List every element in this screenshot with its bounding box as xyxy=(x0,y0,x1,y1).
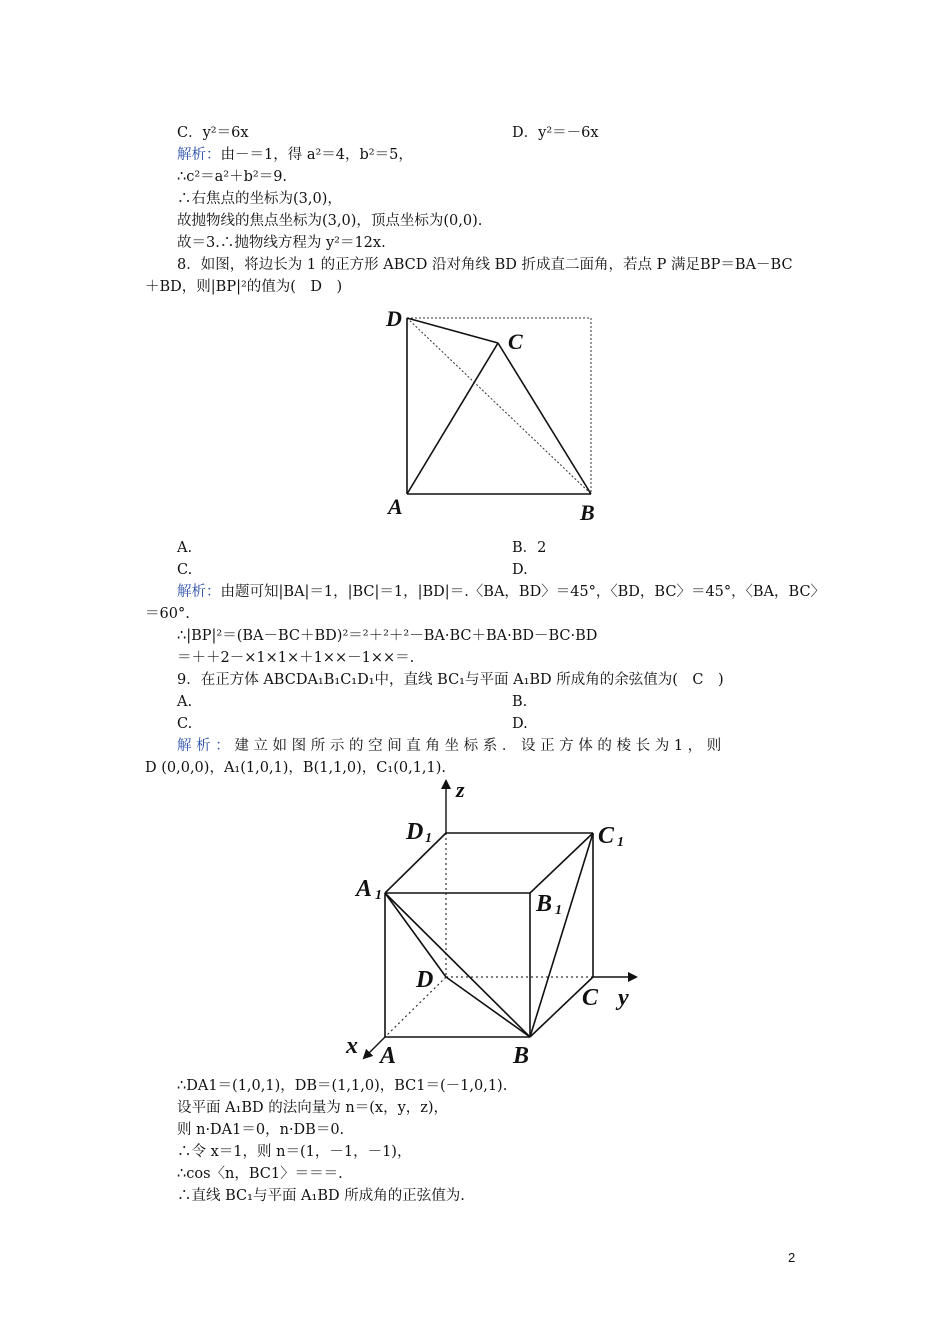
solution-9-line-5: 则 n·DA1＝0，n·DB＝0. xyxy=(177,1122,345,1138)
solution-text: 建 立 如 图 所 示 的 空 间 直 角 坐 标 系 ． 设 正 方 体 的 棱 长 为 1 ， 则 xyxy=(234,738,722,754)
label-y: y xyxy=(618,985,629,1011)
solution-text: 由题可知|BA|＝1，|BC|＝1，|BD|＝.〈BA，BD〉＝45°，〈BD，BC〉＝45°，〈BA，BC〉 xyxy=(220,584,826,600)
question-8-line-2: ＋BD，则|BP|²的值为( D ) xyxy=(145,279,343,295)
solution-8-line-1 xyxy=(177,582,825,602)
q9-option-b: B. xyxy=(512,694,528,710)
solution-text: 由－＝1，得 a²＝4，b²＝5， xyxy=(220,147,413,163)
q8-option-a: A. xyxy=(177,540,193,556)
label-a1-sub: 1 xyxy=(375,888,382,903)
option-c-q7: C．y²＝6x xyxy=(177,125,249,141)
solution-8-line-3: ∴|BP|²＝(BA－BC＋BD)²＝²＋²＋²－BA·BC＋BA·BD－BC·BD xyxy=(177,628,598,644)
solution-9-line-6: ∴令 x＝1，则 n＝(1，－1，－1)， xyxy=(177,1144,412,1160)
solution-9-line-3: ∴DA1＝(1,0,1)，DB＝(1,1,0)，BC1＝(－1,0,1). xyxy=(177,1078,508,1094)
label-x: x xyxy=(346,1033,358,1059)
solution-9-line-4: 设平面 A₁BD 的法向量为 n＝(x，y，z)， xyxy=(177,1100,449,1116)
cube-figure xyxy=(340,775,650,1075)
solution-7-line-5: 故＝3.∴抛物线方程为 y²＝12x. xyxy=(177,235,386,251)
solution-label: 解 析 ： xyxy=(177,738,230,754)
solution-9-line-8: ∴直线 BC₁与平面 A₁BD 所成角的正弦值为. xyxy=(177,1188,465,1204)
solution-label: 解析： xyxy=(177,147,221,163)
label-d1-sub: 1 xyxy=(425,831,432,846)
solution-9-line-7: ∴cos〈n，BC1〉＝＝＝. xyxy=(177,1166,343,1182)
label-a: A xyxy=(380,1043,397,1069)
page-number: 2 xyxy=(788,1250,796,1265)
label-a: A xyxy=(388,494,403,519)
folded-square-figure xyxy=(380,300,610,530)
question-8-line-1: 8．如图，将边长为 1 的正方形 ABCD 沿对角线 BD 折成直二面角，若点 P 满足BP＝BA－BC xyxy=(177,257,793,273)
label-c1-sub: 1 xyxy=(617,835,624,850)
solution-8-line-2: ＝60°. xyxy=(145,606,190,622)
label-c: C xyxy=(582,985,599,1011)
solution-7-line-1 xyxy=(177,145,413,165)
q9-option-a: A. xyxy=(177,694,193,710)
label-c1: C xyxy=(598,823,615,849)
label-z: z xyxy=(456,777,465,802)
solution-7-line-2: ∴c²＝a²＋b²＝9. xyxy=(177,169,288,185)
q8-option-c: C. xyxy=(177,562,193,578)
solution-8-line-4: ＝＋＋2－×1×1×＋1××－1××＝. xyxy=(177,650,415,666)
option-d-q7: D．y²＝－6x xyxy=(512,125,599,141)
q8-option-d: D. xyxy=(512,562,528,578)
solution-9-line-1 xyxy=(177,736,721,756)
label-d: D xyxy=(386,306,402,331)
edge-dc xyxy=(407,318,498,343)
solution-7-line-4: 故抛物线的焦点坐标为(3,0)，顶点坐标为(0,0). xyxy=(177,213,483,229)
solution-label: 解析： xyxy=(177,584,221,600)
label-b: B xyxy=(580,500,595,525)
label-b1: B xyxy=(536,891,553,917)
label-b1-sub: 1 xyxy=(555,903,562,918)
solution-7-line-3: ∴右焦点的坐标为(3,0)， xyxy=(177,191,342,207)
label-d1: D xyxy=(406,819,424,845)
edge-ac xyxy=(407,343,498,494)
label-b: B xyxy=(513,1043,530,1069)
solution-9-line-2: D (0,0,0)，A₁(1,0,1)，B(1,1,0)，C₁(0,1,1). xyxy=(145,760,447,776)
q9-option-d: D. xyxy=(512,716,528,732)
label-c: C xyxy=(508,329,523,354)
label-d: D xyxy=(416,967,434,993)
q8-option-b: B．2 xyxy=(512,540,547,556)
label-a1: A xyxy=(356,876,373,902)
question-9-line-1: 9．在正方体 ABCDA₁B₁C₁D₁中，直线 BC₁与平面 A₁BD 所成角的余弦值为( C ) xyxy=(177,672,724,688)
q9-option-c: C. xyxy=(177,716,193,732)
